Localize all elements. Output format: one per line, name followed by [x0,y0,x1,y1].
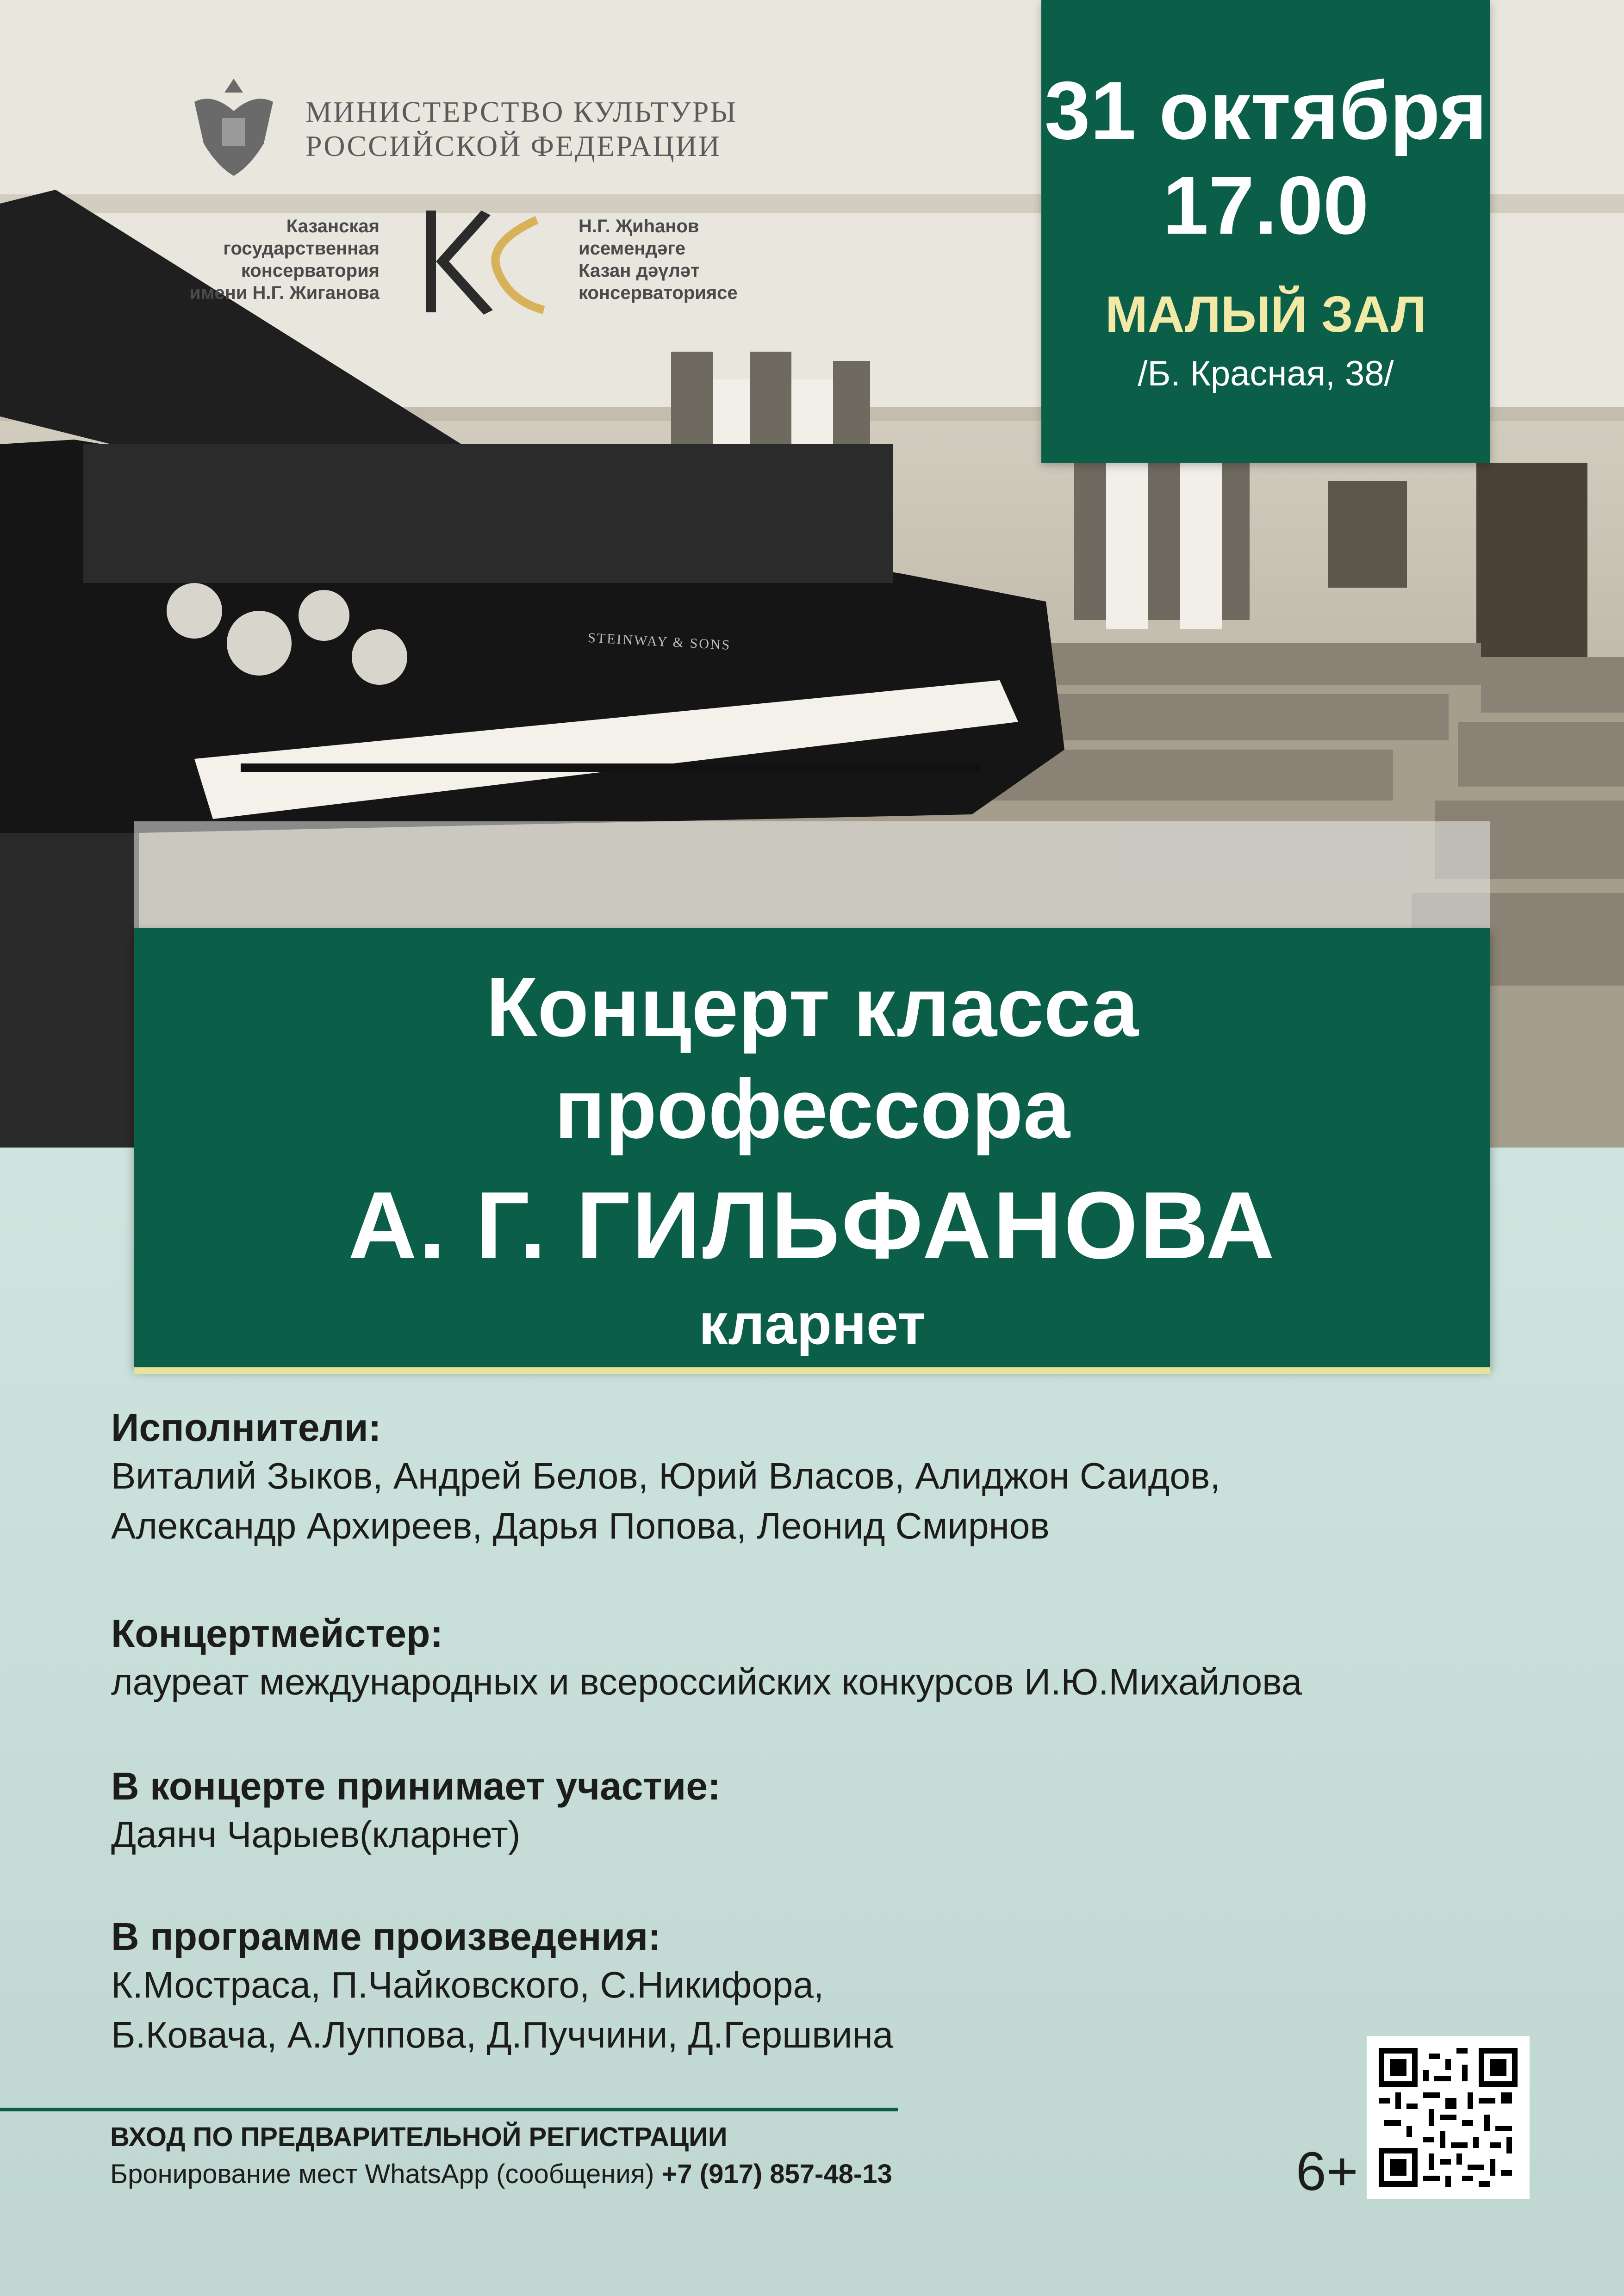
date-time-panel [1041,0,1490,463]
booking-text: Бронирование мест WhatsApp (сообщения) [110,2159,654,2189]
program-section [111,1913,893,2060]
accompanist-heading: Концертмейстер: [111,1612,443,1655]
event-hall: МАЛЫЙ ЗАЛ [1105,286,1426,343]
guest-heading: В концерте принимает участие: [111,1764,721,1808]
ministry-name [305,95,737,163]
conservatory-ru-line: консерватория [241,261,380,281]
guest-line: Даянч Чарыев(кларнет) [111,1813,521,1855]
instrument: кларнет [698,1292,926,1356]
conservatory-ru-line: государственная [223,238,380,259]
accompanist-line: лауреат международных и всероссийских конкурсов И.Ю.Михайлова [111,1661,1302,1702]
title-line-1: Концерт класса [486,960,1139,1054]
conservatory-tt-line: исемендәге [579,238,686,259]
conservatory-tt-line: консерваториясе [579,283,738,303]
professor-name: А. Г. ГИЛЬФАНОВА [348,1172,1276,1278]
performers-section [111,1404,1220,1551]
logo-block [176,51,778,338]
booking-info [110,2159,892,2190]
performers-line: Виталий Зыков, Андрей Белов, Юрий Власов, Алиджон Саидов, [111,1455,1220,1496]
program-line: Б.Ковача, А.Луппова, Д.Пуччини, Д.Гершвина [111,2014,894,2055]
title-overlay-band [134,821,1490,928]
performers-line: Александр Архиреев, Дарья Попова, Леонид Смирнов [111,1505,1050,1546]
piano-brand: STEINWAY & SONS [587,630,732,653]
registration-notice: ВХОД ПО ПРЕДВАРИТЕЛЬНОЙ РЕГИСТРАЦИИ [110,2122,728,2152]
kazan-conservatory-logo-icon [417,201,555,324]
conservatory-name-tt [579,215,819,304]
conservatory-tt-line: Н.Г. Җиһанов [579,216,699,236]
ministry-line-1: МИНИСТЕРСТВО КУЛЬТУРЫ [305,95,738,128]
concert-title-panel [134,928,1490,1367]
qr-code-icon[interactable] [1367,2036,1530,2199]
booking-phone[interactable]: +7 (917) 857-48-13 [661,2159,892,2189]
title-underline-stripe [134,1367,1490,1374]
footer-divider [0,2108,898,2111]
event-address: /Б. Красная, 38/ [1138,354,1394,393]
age-rating: 6+ [1296,2141,1358,2202]
conservatory-ru-line: имени Н.Г. Жиганова [189,283,380,303]
program-line: К.Мостраса, П.Чайковского, С.Никифора, [111,1964,824,2005]
conservatory-tt-line: Казан дәүләт [579,261,700,281]
performers-heading: Исполнители: [111,1406,381,1449]
conservatory-ru-line: Казанская [286,216,380,236]
title-line-2: профессора [554,1061,1070,1156]
conservatory-name-ru [176,215,380,304]
guest-section [111,1763,721,1860]
ministry-line-2: РОССИЙСКОЙ ФЕДЕРАЦИИ [305,129,722,162]
program-heading: В программе произведения: [111,1915,661,1958]
event-date: 31 октября [1044,64,1487,156]
accompanist-section [111,1610,1302,1707]
russian-coat-of-arms-icon [185,74,282,183]
event-time: 17.00 [1163,159,1369,251]
